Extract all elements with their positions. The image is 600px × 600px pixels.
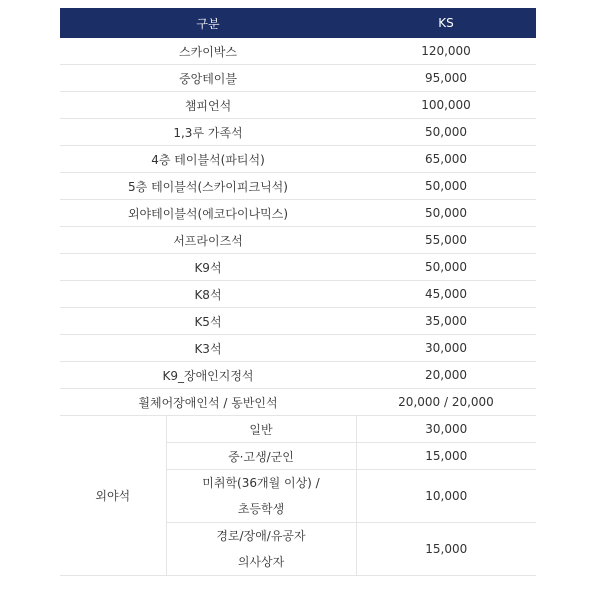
table-row <box>60 254 536 281</box>
table-row <box>60 92 536 119</box>
table-row <box>60 308 536 335</box>
seat-price: 50,000 <box>356 254 536 281</box>
header-ks: KS <box>356 8 536 38</box>
seat-price: 20,000 <box>356 362 536 389</box>
table-row <box>60 173 536 200</box>
seat-price: 15,000 <box>356 443 536 470</box>
seat-price: 35,000 <box>356 308 536 335</box>
subcategory-line: 경로/장애/유공자 <box>216 529 306 543</box>
seat-category: K9_장애인지정석 <box>60 362 356 389</box>
table-row <box>60 362 536 389</box>
seat-price: 50,000 <box>356 173 536 200</box>
table-row <box>60 200 536 227</box>
seat-price: 10,000 <box>356 470 536 523</box>
header-category: 구분 <box>60 8 356 38</box>
subcategory-line: 초등학생 <box>237 502 285 516</box>
outfield-group-label: 외야석 <box>60 416 166 576</box>
outfield-subcategory <box>166 523 356 576</box>
table-row <box>60 38 536 65</box>
seat-category: 휠체어장애인석 / 동반인석 <box>60 389 356 416</box>
outfield-subcategory: 중·고생/군인 <box>166 443 356 470</box>
seat-price: 30,000 <box>356 335 536 362</box>
table-header <box>60 8 536 38</box>
seat-price: 120,000 <box>356 38 536 65</box>
table-row <box>60 146 536 173</box>
subcategory-line: 의사상자 <box>237 555 285 569</box>
seat-category: K8석 <box>60 281 356 308</box>
subcategory-line: 미취학(36개월 이상) / <box>202 476 320 490</box>
seat-price: 50,000 <box>356 119 536 146</box>
table-row <box>60 119 536 146</box>
table-row <box>60 281 536 308</box>
table-row <box>60 416 536 443</box>
ticket-price-table <box>60 8 536 576</box>
seat-category: 챔피언석 <box>60 92 356 119</box>
outfield-subcategory <box>166 470 356 523</box>
seat-price: 65,000 <box>356 146 536 173</box>
seat-price: 55,000 <box>356 227 536 254</box>
seat-price: 30,000 <box>356 416 536 443</box>
seat-price: 50,000 <box>356 200 536 227</box>
seat-category: 외야테이블석(에코다이나믹스) <box>60 200 356 227</box>
seat-category: 스카이박스 <box>60 38 356 65</box>
seat-category: 5층 테이블석(스카이피크닉석) <box>60 173 356 200</box>
seat-category: 중앙테이블 <box>60 65 356 92</box>
table-row <box>60 65 536 92</box>
outfield-subcategory: 일반 <box>166 416 356 443</box>
table-body <box>60 38 536 576</box>
seat-category: 1,3루 가족석 <box>60 119 356 146</box>
seat-category: K9석 <box>60 254 356 281</box>
header-row <box>60 8 536 38</box>
table-row <box>60 227 536 254</box>
seat-price: 100,000 <box>356 92 536 119</box>
seat-price: 45,000 <box>356 281 536 308</box>
seat-price: 15,000 <box>356 523 536 576</box>
seat-category: 서프라이즈석 <box>60 227 356 254</box>
seat-price: 20,000 / 20,000 <box>356 389 536 416</box>
price-table-container <box>60 8 536 576</box>
table-row <box>60 389 536 416</box>
table-row <box>60 335 536 362</box>
seat-category: K3석 <box>60 335 356 362</box>
seat-category: K5석 <box>60 308 356 335</box>
seat-price: 95,000 <box>356 65 536 92</box>
seat-category: 4층 테이블석(파티석) <box>60 146 356 173</box>
